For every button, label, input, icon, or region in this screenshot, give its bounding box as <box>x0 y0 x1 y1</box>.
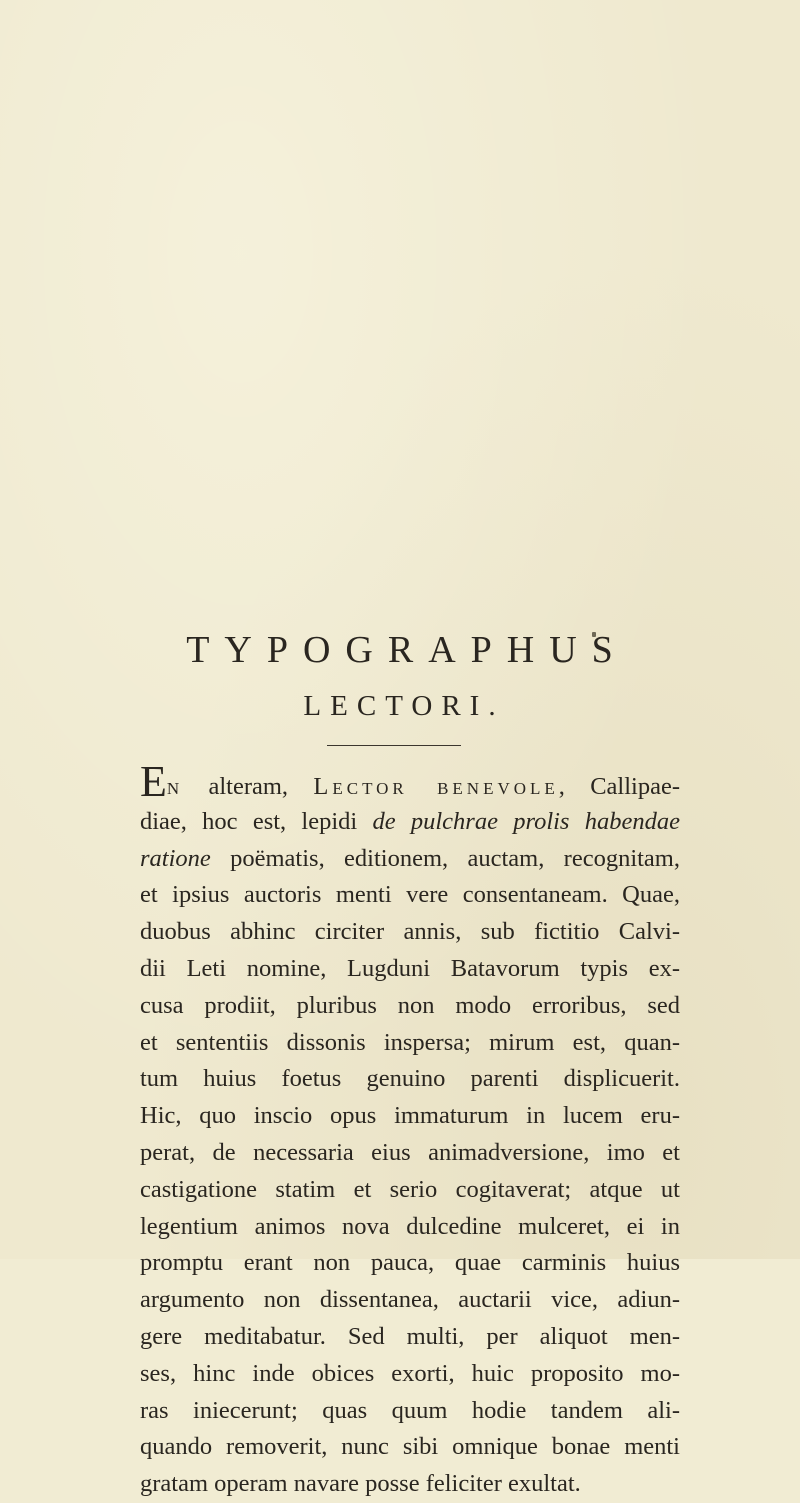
divider-rule <box>327 745 461 746</box>
text-segment: alteram, <box>183 773 314 800</box>
text-line <box>140 951 680 988</box>
text-line <box>140 988 680 1025</box>
text-line <box>140 1098 680 1135</box>
text-segment: castigatione statim et serio cogitaverat; atque ut <box>140 1175 680 1203</box>
body-text <box>140 757 681 1503</box>
page-title: TYPOGRAPHUS <box>186 629 628 671</box>
text-line <box>140 1319 680 1356</box>
text-line <box>140 1356 680 1393</box>
text-segment: duobus abhinc circiter annis, sub fictitio Calvi- <box>140 918 680 946</box>
text-segment: ses, hinc inde obices exorti, huic proposito mo- <box>140 1359 680 1387</box>
text-segment: et sententiis dissonis inspersa; mirum est, quan- <box>140 1028 680 1056</box>
text-segment: , Callipae- <box>558 773 681 800</box>
page-subtitle: LECTORI. <box>303 690 505 722</box>
text-line <box>140 1466 680 1503</box>
text-segment: diae, hoc est, lepidi <box>140 807 373 835</box>
text-segment: promptu erant non pauca, quae carminis huius <box>140 1249 680 1277</box>
text-segment: cusa prodiit, pluribus non modo erroribus, sed <box>140 991 680 1019</box>
text-segment: tum huius foetus genuino parenti displicuerit. <box>140 1065 680 1093</box>
text-segment: Hic, quo inscio opus immaturum in lucem eru- <box>140 1102 680 1130</box>
text-segment: n <box>166 773 184 800</box>
text-segment: ras iniecerunt; quas quum hodie tandem ali- <box>140 1396 680 1424</box>
text-segment: quando removerit, nunc sibi omnique bonae menti <box>140 1433 680 1461</box>
text-segment: legentium animos nova dulcedine mulceret, ei in <box>140 1212 680 1240</box>
text-segment: gere meditabatur. Sed multi, per aliquot men- <box>140 1322 680 1350</box>
text-line <box>140 914 680 951</box>
text-line <box>140 1135 680 1172</box>
text-segment: et ipsius auctoris menti vere consentaneam. Quae, <box>140 881 680 909</box>
text-line <box>140 877 680 914</box>
text-segment: de pulchrae prolis habendae <box>372 807 680 835</box>
text-segment: argumento non dissentanea, auctarii vice, adiun- <box>140 1286 680 1314</box>
text-line <box>140 1282 680 1319</box>
text-segment: perat, de necessaria eius animadversione, imo et <box>140 1138 680 1166</box>
text-line <box>140 1245 680 1282</box>
text-line <box>140 1172 680 1209</box>
text-segment: gratam operam navare posse feliciter exultat. <box>140 1470 581 1498</box>
text-line <box>140 804 680 841</box>
text-line <box>140 841 680 878</box>
text-segment: dii Leti nomine, Lugduni Batavorum typis ex- <box>140 954 680 982</box>
text-segment: poëmatis, editionem, auctam, recognitam, <box>210 844 680 872</box>
text-line <box>140 1209 680 1246</box>
text-line <box>140 1025 680 1062</box>
text-segment: ratione <box>140 844 211 872</box>
text-line <box>140 757 681 806</box>
drop-cap: E <box>140 757 167 806</box>
text-line <box>140 1061 680 1098</box>
text-line <box>140 1429 680 1466</box>
text-line <box>140 1393 680 1430</box>
text-segment: Lector benevole <box>313 773 559 800</box>
